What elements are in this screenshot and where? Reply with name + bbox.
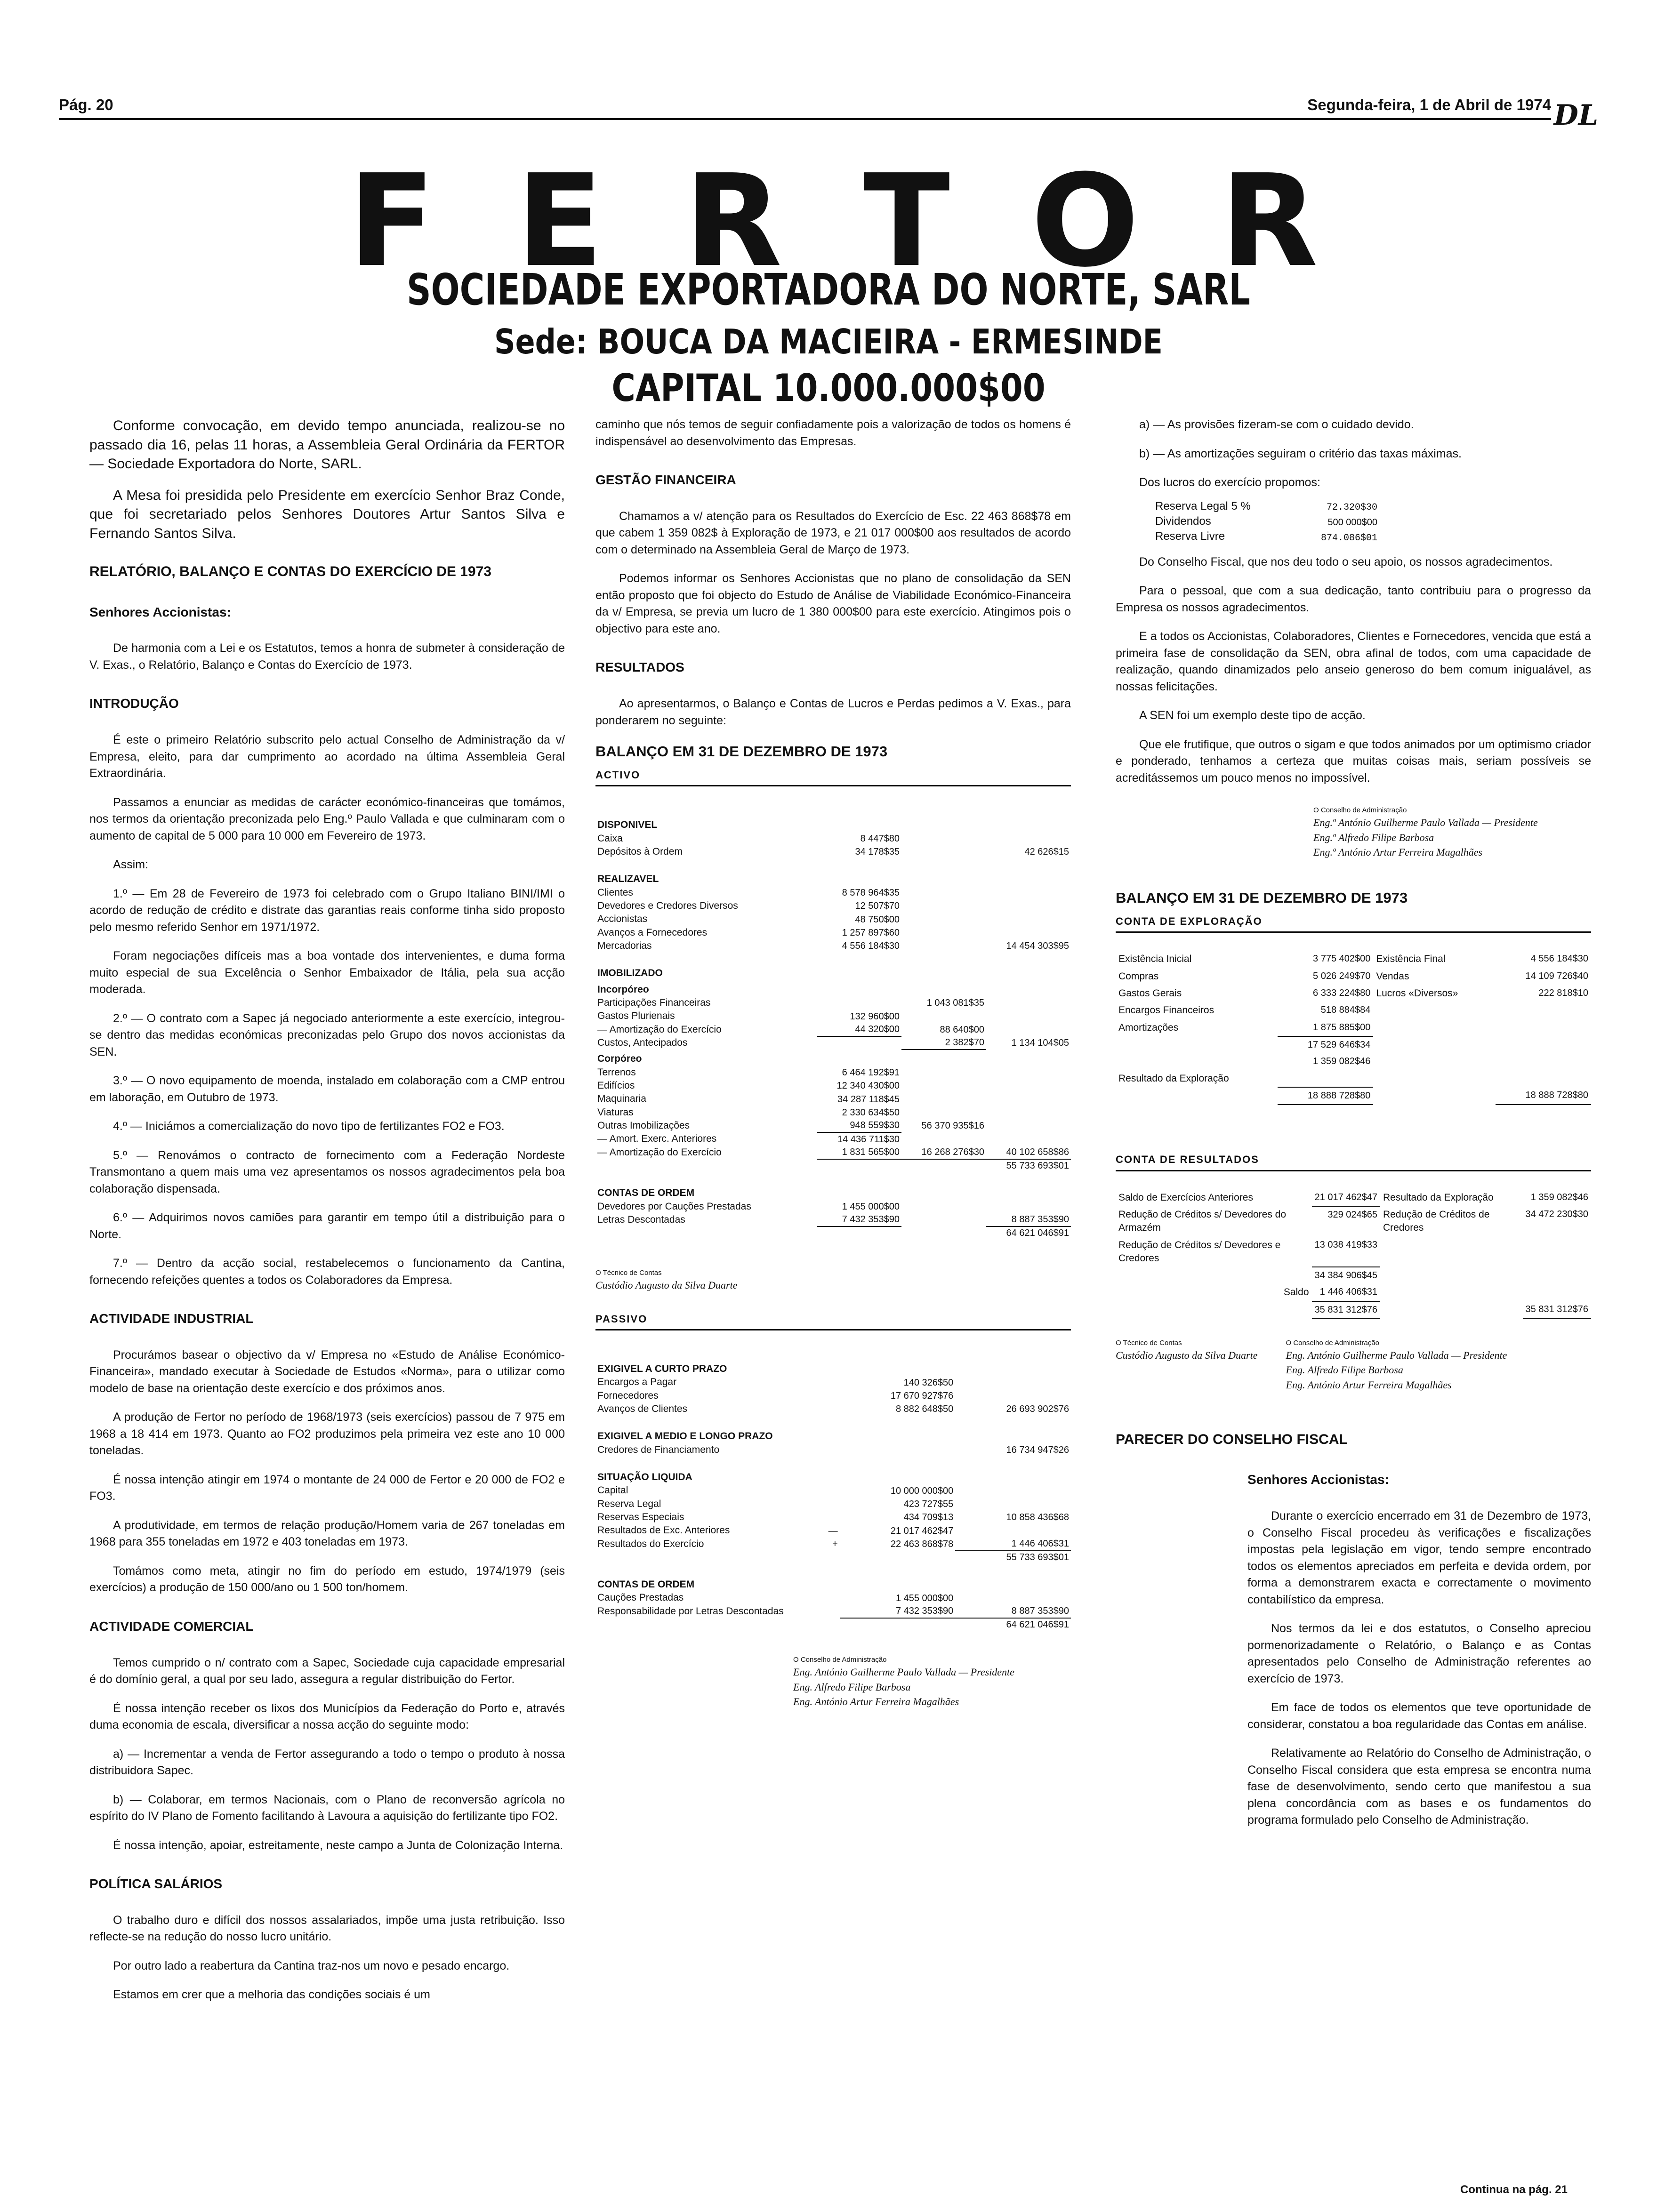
paragraph: É nossa intenção atingir em 1974 o montante de 24 000 de Fertor e 20 000 de FO2 e FO3. — [89, 1473, 565, 1503]
continued-note: Continua na pág. 21 — [1460, 2183, 1568, 2196]
row-value: 948 559$30 — [817, 1119, 901, 1132]
row-total: 16 734 947$26 — [1006, 1445, 1069, 1456]
row-value: 329 024$65 — [1327, 1210, 1377, 1220]
row-label: Terrenos — [597, 1066, 636, 1078]
row-value: 6 333 224$80 — [1313, 988, 1371, 999]
report-heading: RELATÓRIO, BALANÇO E CONTAS DO EXERCÍCIO DE 1973 — [89, 564, 491, 579]
paragraph: Para o pessoal, que com a sua dedicação, tanto contribuiu para o progresso da Empresa os nossos agradecimentos. — [1116, 584, 1591, 614]
row-label: Saldo de Exercícios Anteriores — [1118, 1192, 1253, 1203]
company-capital: CAPITAL 10.000.000$00 — [611, 366, 1046, 410]
row-label: Credores de Financiamento — [597, 1444, 720, 1455]
group-label: DISPONIVEL — [597, 819, 658, 831]
signature-heading: O Conselho de Administração — [1313, 806, 1407, 815]
paragraph: De harmonia com a Lei e os Estatutos, temos a honra de submeter à consideração de V. Exas., o Relatório, Balanço e Contas do Exercício de 1973. — [89, 641, 565, 672]
row-label: Cauções Prestadas — [597, 1592, 684, 1603]
grand-total: 64 621 046$91 — [1006, 1228, 1069, 1239]
title-letter: R — [1220, 147, 1318, 295]
title-letter: E — [516, 147, 603, 295]
signature-heading: O Técnico de Contas — [1116, 1338, 1182, 1347]
row-label: — Amort. Exerc. Anteriores — [597, 1133, 717, 1145]
paragraph: Do Conselho Fiscal, que nos deu todo o seu apoio, os nossos agradecimentos. — [1139, 555, 1553, 569]
group-label: IMOBILIZADO — [597, 968, 663, 979]
company-subtitle: SOCIEDADE EXPORTADORA DO NORTE, SARL — [406, 264, 1251, 315]
row-value: 874.086$01 — [1320, 532, 1377, 544]
balance-sheet-title: BALANÇO EM 31 DE DEZEMBRO DE 1973 — [595, 743, 888, 760]
row-value: 14 436 711$30 — [837, 1134, 900, 1145]
row-value: 34 472 230$30 — [1525, 1209, 1588, 1220]
paragraph: Em face de todos os elementos que teve oportunidade de considerar, constatou a boa regularidade das Contas em análise. — [1247, 1701, 1591, 1731]
paragraph: caminho que nós temos de seguir confiadamente pois a valorização de todos os homens é indispensável ao desenvolvimento das Empresas. — [595, 418, 1071, 448]
paragraph: 5.º — Renovámos o contracto de fornecimento com a Federação Nordeste Transmontano a quem mais uma vez apresentamos os nossos agradecimentos pela boa colaboração dispensada. — [89, 1148, 565, 1195]
row-label: Caixa — [597, 833, 623, 844]
passivo-heading: PASSIVO — [595, 1312, 1071, 1330]
row-label: Maquinaria — [597, 1093, 646, 1105]
fiscal-council-heading: PARECER DO CONSELHO FISCAL — [1116, 1431, 1348, 1447]
row-value: 1 043 081$35 — [926, 998, 984, 1009]
board-signature: Eng. António Artur Ferreira Magalhães — [793, 1695, 959, 1707]
row-value: 423 727$55 — [903, 1499, 954, 1510]
row-value: 4 556 184$30 — [1530, 954, 1588, 964]
section-heading: ACTIVIDADE COMERCIAL — [89, 1619, 254, 1634]
passivo-table — [595, 1348, 1071, 1631]
row-label: Redução de Créditos de Credores — [1383, 1209, 1490, 1234]
row-value: 12 507$70 — [855, 901, 900, 912]
row-label: Resultados de Exc. Anteriores — [597, 1525, 730, 1536]
grand-total: 64 621 046$91 — [1006, 1619, 1069, 1630]
activo-table — [595, 804, 1071, 1240]
group-label: REALIZAVEL — [597, 874, 659, 885]
row-label: Avanços de Clientes — [597, 1403, 688, 1414]
paragraph: 7.º — Dentro da acção social, restabelecemos o funcionamento da Cantina, fornecendo refeições quentes a todos os Colaboradores da Empresa. — [89, 1257, 565, 1287]
row-value: 56 370 935$16 — [921, 1121, 984, 1131]
paragraph: Relativamente ao Relatório do Conselho de Administração, o Conselho Fiscal considera que esta empresa se encontra numa fase de desenvolvimento, sendo certo que manifestou a sua plena concordância com as bases e os fundamentos do programa formulado pelo Conselho de Administração. — [1247, 1747, 1591, 1827]
row-total: 18 888 728$80 — [1278, 1087, 1373, 1105]
group-label: CONTAS DE ORDEM — [597, 1579, 695, 1590]
paragraph: b) — As amortizações seguiram o critério das taxas máximas. — [1139, 447, 1462, 460]
paragraph: Estamos em crer que a melhoria das condições sociais é um — [113, 1988, 430, 2002]
board-signature: Eng. António Artur Ferreira Magalhães — [1286, 1378, 1452, 1391]
intro-paragraph: Conforme convocação, em devido tempo anunciada, realizou-se no passado dia 16, pelas 11 horas, a Assembleia Geral Ordinária da FERTOR — Sociedade Exportadora do Norte, SARL. — [89, 418, 565, 472]
paragraph: E a todos os Accionistas, Colaboradores, Clientes e Fornecedores, vencida que está a primeira fase de consolidação da SEN, obra afinal de todos, com uma capacidade de realização, quando dinamizados pelo anseio generoso do bem comum inigualável, as nossas felicitações. — [1116, 630, 1591, 693]
row-sign: — — [828, 1525, 838, 1536]
row-value: 1 455 000$00 — [842, 1201, 900, 1212]
row-label: Resultados do Exercício — [597, 1538, 704, 1549]
row-value: 34 178$35 — [855, 847, 900, 858]
row-label: Devedores por Cauções Prestadas — [597, 1201, 751, 1212]
row-label: Capital — [597, 1485, 628, 1496]
title-letter: T — [863, 147, 950, 295]
row-value: 1 359 082$46 — [1530, 1192, 1588, 1202]
page-header — [59, 96, 1551, 120]
row-value: 44 320$00 — [817, 1023, 901, 1036]
row-value: 72.320$30 — [1326, 502, 1377, 513]
row-label: — Amortização do Exercício — [597, 1146, 722, 1158]
row-value: 8 882 648$50 — [895, 1404, 954, 1415]
row-label: Responsabilidade por Letras Descontadas — [597, 1605, 784, 1617]
paragraph: Procurámos basear o objectivo da v/ Empresa no «Estudo de Análise Económico-Financeira», mandado executar à Sociedade de Estudos «Norma», para o utilizar como modelo de base na orientação deste exercício e dos próximos anos. — [89, 1348, 565, 1395]
paragraph: Nos termos da lei e dos estatutos, o Conselho apreciou pormenorizadamente o Relatório, o Balanço e as Contas apresentados pelo Conselho de Administração referentes ao exercício de 1973. — [1247, 1622, 1591, 1685]
group-label: EXIGIVEL A CURTO PRAZO — [597, 1363, 727, 1374]
row-label: Resultado da Exploração — [1383, 1192, 1494, 1203]
section-heading: ACTIVIDADE INDUSTRIAL — [89, 1311, 254, 1326]
row-value: 2 330 634$50 — [842, 1107, 900, 1118]
row-value: 21 017 462$47 — [890, 1525, 954, 1536]
paragraph: É nossa intenção, apoiar, estreitamente, neste campo a Junta de Colonização Interna. — [113, 1838, 563, 1852]
row-total: 1 134 104$05 — [1011, 1038, 1069, 1049]
row-label: Outras Imobilizações — [597, 1120, 690, 1131]
row-label: Clientes — [597, 887, 633, 898]
masthead-logo: DL — [1553, 99, 1598, 132]
passivo-total: 55 733 693$01 — [1006, 1552, 1069, 1563]
column-3 — [1116, 417, 1591, 1841]
row-total: 10 858 436$68 — [1006, 1512, 1069, 1523]
paragraph: Que ele frutifique, que outros o sigam e que todos animados por um optimismo criador e ponderado, tenhamos a certeza que muitas coisas mais, seriam possíveis se acreditássemos um pouco menos no impossível. — [1116, 737, 1591, 785]
activo-total: 55 733 693$01 — [1006, 1161, 1069, 1171]
row-subtotal: 17 529 646$34 — [1307, 1040, 1371, 1050]
row-label: Vendas — [1376, 970, 1409, 982]
paragraph: Ao apresentarmos, o Balanço e Contas de Lucros e Perdas pedimos a V. Exas., para ponderarem no seguinte: — [595, 697, 1071, 727]
section-heading: RESULTADOS — [595, 660, 684, 675]
row-value: 17 670 927$76 — [890, 1390, 954, 1401]
paragraph: O trabalho duro e difícil dos nossos assalariados, impõe uma justa retribuição. Isso reflecte-se na redução do nosso lucro unitário. — [89, 1913, 565, 1944]
row-total: 14 454 303$95 — [1006, 941, 1069, 952]
row-value: 1 446 406$31 — [1312, 1284, 1380, 1301]
row-value: 1 831 565$00 — [817, 1146, 901, 1159]
paragraph: 2.º — O contrato com a Sapec já negociado anteriormente a este exercício, integrou-se dentro das medidas económicas preconizadas pelo Grupo dos novos accionistas da SEN. — [89, 1011, 565, 1058]
profit-distribution — [1153, 499, 1379, 545]
row-total: 26 693 902$76 — [1006, 1404, 1069, 1415]
row-label: Letras Descontadas — [597, 1214, 685, 1225]
subgroup-label: Corpóreo — [597, 1053, 642, 1065]
paragraph: b) — Colaborar, em termos Nacionais, com o Plano de reconversão agrícola no espírito do IV Plano de Fomento facilitando à Lavoura a aquisição do fertilizante tipo FO2. — [89, 1793, 565, 1823]
row-value: 1 455 000$00 — [895, 1593, 954, 1603]
paragraph: Assim: — [113, 858, 148, 872]
paragraph: A produção de Fertor no período de 1968/1973 (seis exercícios) passou de 7 975 em 1968 a 18 414 em 1973. Quanto ao FO2 produzimos pela primeira vez este ano 10 000 toneladas. — [89, 1411, 565, 1458]
row-value: 3 775 402$00 — [1313, 954, 1371, 964]
exploracao-heading: CONTA DE EXPLORAÇÃO — [1116, 914, 1591, 933]
paragraph: Durante o exercício encerrado em 31 de Dezembro de 1973, o Conselho Fiscal procedeu às verificações e fiscalizações impostas pela legislação em vigor, tendo sempre encontrado todos os elementos apreciados em perfeita e devida ordem, por forma a demonstrarem exacta e correctamente o movimento contabilístico da empresa. — [1247, 1509, 1591, 1606]
column-2 — [595, 417, 1071, 1709]
activo-heading: ACTIVO — [595, 768, 1071, 786]
row-value: 222 818$10 — [1538, 988, 1588, 999]
row-value: 4 556 184$30 — [842, 941, 900, 952]
row-label: Reserva Legal 5 % — [1155, 499, 1251, 513]
row-label: — Amortização do Exercício — [597, 1024, 722, 1035]
accountant-signature: Custódio Augusto da Silva Duarte — [595, 1279, 738, 1291]
paragraph: Por outro lado a reabertura da Cantina traz-nos um novo e pesado encargo. — [113, 1959, 510, 1972]
row-label: Lucros «Diversos» — [1376, 988, 1458, 999]
row-subtotal: 34 384 906$45 — [1314, 1270, 1377, 1281]
paragraph: É este o primeiro Relatório subscrito pelo actual Conselho de Administração da v/ Empresa, eleito, para dar cumprimento ao acordado na última Assembleia Geral Extraordinária. — [89, 733, 565, 780]
row-value: 500 000$00 — [1327, 517, 1377, 528]
signature-heading: O Técnico de Contas — [595, 1269, 662, 1277]
row-value: 6 464 192$91 — [842, 1067, 900, 1078]
row-label: Redução de Créditos s/ Devedores do Armazém — [1118, 1209, 1287, 1234]
row-value: 8 447$80 — [860, 833, 900, 844]
page-number: Pág. 20 — [59, 96, 113, 114]
paragraph: Passamos a enunciar as medidas de carácter económico-financeiras que tomámos, nos termos da orientação preconizada pelo Eng.º Paulo Vallada e que culminaram com o aumento de capital de 5 000 para 10 000 em Fevereiro de 1973. — [89, 795, 565, 842]
paragraph: Temos cumprido o n/ contrato com a Sapec, Sociedade cuja capacidade empresarial é do domínio geral, a qual por seu lado, assegura a regular distribuição do Fertor. — [89, 1656, 565, 1686]
row-value: 518 884$84 — [1320, 1005, 1371, 1016]
row-value: 1 359 082$46 — [1278, 1053, 1373, 1087]
row-value: 140 326$50 — [903, 1377, 954, 1388]
row-value: 2 382$70 — [901, 1036, 986, 1050]
row-label: Redução de Créditos s/ Devedores e Credores — [1118, 1239, 1281, 1264]
salutation: Senhores Accionistas: — [1247, 1472, 1389, 1487]
row-label: Custos, Antecipados — [597, 1037, 688, 1049]
signature-heading: O Conselho de Administração — [1286, 1338, 1379, 1347]
row-label: Reserva Livre — [1155, 530, 1225, 543]
row-total: 35 831 312$76 — [1312, 1301, 1380, 1319]
row-label: Avanços a Fornecedores — [597, 927, 708, 938]
paragraph: A SEN foi um exemplo deste tipo de acção. — [1139, 709, 1366, 722]
row-total: 35 831 312$76 — [1523, 1301, 1591, 1319]
board-signature: Eng.º António Artur Ferreira Magalhães — [1313, 846, 1483, 858]
row-total: 18 888 728$80 — [1496, 1087, 1591, 1105]
row-label: Depósitos à Ordem — [597, 846, 683, 857]
row-label: Devedores e Credores Diversos — [597, 900, 738, 911]
board-signature: Eng.º Alfredo Filipe Barbosa — [1313, 831, 1434, 843]
paragraph: Foram negociações difíceis mas a boa vontade dos intervenientes, e duma forma muito especial de sua Excelência o Senhor Embaixador de Itália, pela sua acção moderada. — [89, 949, 565, 996]
board-signature: Eng.º António Guilherme Paulo Vallada — Presidente — [1313, 817, 1538, 829]
row-label: Existência Final — [1376, 954, 1446, 965]
row-total: 8 887 353$90 — [986, 1213, 1071, 1226]
title-letter: O — [1031, 147, 1139, 295]
row-value: 12 340 430$00 — [837, 1081, 900, 1091]
row-label: Gastos Gerais — [1118, 988, 1182, 999]
balance-sheet-title: BALANÇO EM 31 DE DEZEMBRO DE 1973 — [1116, 890, 1408, 906]
row-value: 48 750$00 — [855, 914, 900, 925]
board-signature: Eng. Alfredo Filipe Barbosa — [1286, 1364, 1403, 1376]
row-value: 14 109 726$40 — [1525, 970, 1588, 981]
row-value: 13 038 419$33 — [1312, 1237, 1380, 1267]
row-value: 1 257 897$60 — [842, 928, 900, 938]
row-label: Edifícios — [597, 1080, 635, 1091]
row-value: 21 017 462$47 — [1312, 1189, 1380, 1206]
section-heading: INTRODUÇÃO — [89, 696, 179, 711]
paragraph: Tomámos como meta, atingir no fim do período em estudo, 1974/1979 (seis exercícios) a produção de 150 000/ano ou 1 500 ton/homem. — [89, 1564, 565, 1595]
board-signature: Eng. António Guilherme Paulo Vallada — Presidente — [1286, 1349, 1507, 1362]
row-total: 1 446 406$31 — [955, 1538, 1071, 1551]
section-heading: GESTÃO FINANCEIRA — [595, 473, 736, 487]
paragraph: A produtividade, em termos de relação produção/Homem varia de 267 toneladas em 1968 para 355 toneladas em 1972 e 403 toneladas em 1973. — [89, 1518, 565, 1549]
row-label: Accionistas — [597, 914, 648, 925]
row-value: 88 640$00 — [940, 1025, 984, 1035]
row-label: Encargos Financeiros — [1118, 1005, 1215, 1016]
column-1 — [89, 417, 565, 2016]
title-letter: R — [684, 147, 782, 295]
paragraph: É nossa intenção receber os lixos dos Municípios da Federação do Porto e, através duma economia de escala, diversificar a nossa acção do seguinte modo: — [89, 1701, 565, 1732]
paragraph: 1.º — Em 28 de Fevereiro de 1973 foi celebrado com o Grupo Italiano BINI/IMI o acordo de redução de crédito e distrate das garantias reais conforme tinha sido proposto pelo mesmo referido Senhor em 1971/1972. — [89, 887, 565, 934]
row-value: 5 026 249$70 — [1313, 970, 1371, 981]
paragraph: 3.º — O novo equipamento de moenda, instalado em colaboração com a CMP entrou em laboração, em Outubro de 1973. — [89, 1074, 565, 1104]
paragraph: 6.º — Adquirimos novos camiões para garantir em tempo útil a distribuição para o Norte. — [89, 1211, 565, 1241]
company-seat: Sede: BOUCA DA MACIEIRA - ERMESINDE — [494, 322, 1163, 361]
row-label: Reservas Especiais — [597, 1512, 684, 1523]
subgroup-label: Incorpóreo — [597, 984, 649, 995]
row-total: 8 887 353$90 — [955, 1605, 1071, 1618]
salutation: Senhores Accionistas: — [89, 604, 231, 619]
group-label: SITUAÇÃO LIQUIDA — [597, 1472, 692, 1483]
row-label: Viaturas — [597, 1106, 634, 1118]
paragraph: Dos lucros do exercício propomos: — [1139, 476, 1320, 489]
row-label: Fornecedores — [597, 1390, 659, 1401]
paragraph: Chamamos a v/ atenção para os Resultados do Exercício de Esc. 22 463 868$78 em que cabem 1 359 082$ à Exploração de 1973, e 21 017 000$00 aos resultados de acordo com o determinado na Assembleia Geral de Março de 1973. — [595, 509, 1071, 556]
row-value: 10 000 000$00 — [890, 1485, 954, 1496]
group-label: EXIGIVEL A MEDIO E LONGO PRAZO — [597, 1431, 773, 1442]
row-label: Participações Financeiras — [597, 997, 711, 1009]
row-label: Encargos a Pagar — [597, 1377, 677, 1388]
intro-paragraph: A Mesa foi presidida pelo Presidente em exercício Senhor Braz Conde, que foi secretariado pelos Senhores Doutores Artur Santos Silva e Fernando Santos Silva. — [89, 487, 565, 541]
exploracao-table — [1116, 951, 1591, 1105]
row-label: Mercadorias — [597, 940, 652, 951]
row-label: Gastos Plurienais — [597, 1010, 675, 1022]
row-value: 1 875 885$00 — [1278, 1019, 1373, 1036]
row-value: 132 960$00 — [850, 1011, 900, 1022]
paragraph: a) — Incrementar a venda de Fertor assegurando a todo o tempo o produto à nossa distribuidora Sapec. — [89, 1747, 565, 1778]
row-value: 16 268 276$30 — [901, 1146, 986, 1159]
row-label: Existência Inicial — [1118, 954, 1192, 965]
row-label: Compras — [1118, 970, 1159, 982]
row-total: 42 626$15 — [1024, 847, 1069, 858]
row-value: 34 287 118$45 — [837, 1094, 900, 1105]
row-sign: + — [832, 1539, 838, 1550]
paragraph: 4.º — Iniciámos a comercialização do novo tipo de fertilizantes FO2 e FO3. — [113, 1120, 505, 1133]
resultados-table — [1116, 1189, 1591, 1319]
row-value: 434 709$13 — [903, 1512, 954, 1523]
board-signature: Eng. António Guilherme Paulo Vallada — Presidente — [793, 1666, 1014, 1678]
issue-date: Segunda-feira, 1 de Abril de 1974 — [1307, 96, 1551, 114]
board-signature: Eng. Alfredo Filipe Barbosa — [793, 1681, 911, 1693]
row-label: Amortizações — [1118, 1022, 1179, 1033]
section-heading: POLÍTICA SALÁRIOS — [89, 1876, 223, 1891]
row-label: Reserva Legal — [597, 1498, 661, 1509]
group-label: CONTAS DE ORDEM — [597, 1187, 695, 1199]
row-value: 7 432 353$90 — [817, 1213, 901, 1226]
row-label: Saldo — [1283, 1287, 1309, 1298]
paragraph: a) — As provisões fizeram-se com o cuidado devido. — [1139, 418, 1414, 431]
row-value: 7 432 353$90 — [840, 1605, 956, 1618]
accountant-signature: Custódio Augusto da Silva Duarte — [1116, 1349, 1258, 1362]
row-value: 8 578 964$35 — [842, 887, 900, 898]
resultados-heading: CONTA DE RESULTADOS — [1116, 1152, 1591, 1171]
row-label: Resultado da Exploração — [1118, 1073, 1229, 1084]
title-letter: F — [348, 147, 435, 295]
row-total: 40 102 658$86 — [986, 1146, 1071, 1159]
signature-heading: O Conselho de Administração — [793, 1656, 887, 1664]
row-label: Dividendos — [1155, 514, 1211, 528]
paragraph: Podemos informar os Senhores Accionistas que no plano de consolidação da SEN então proposto que foi objecto do Estudo de Análise de Viabilidade Económico-Financeira da v/ Empresa, se previa um lucro de 1 380 000$00 para este exercício. Atingimos pois o objectivo para este ano. — [595, 572, 1071, 635]
row-value: 22 463 868$78 — [890, 1539, 954, 1550]
